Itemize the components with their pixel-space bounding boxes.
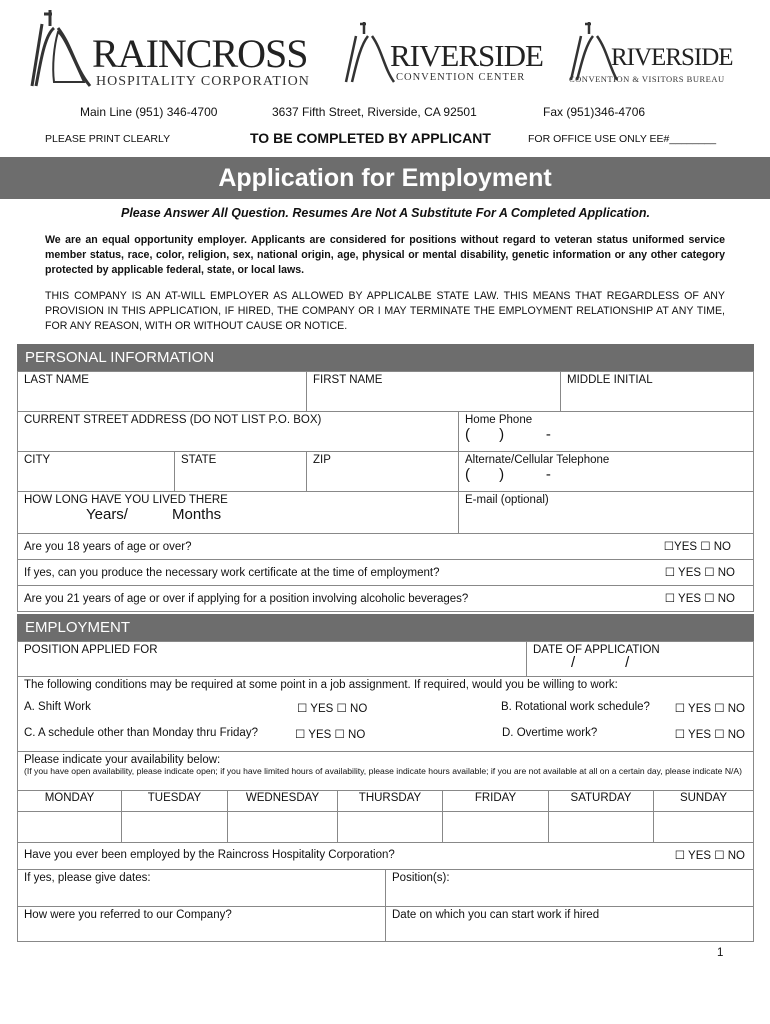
fax: Fax (951)346-4706 [543, 105, 646, 119]
first-name-field[interactable] [306, 371, 561, 412]
position-applied-label: POSITION APPLIED FOR [24, 644, 158, 656]
conditions-row [17, 676, 754, 696]
at-will-statement: THIS COMPANY IS AN AT-WILL EMPLOYER AS ALLOWED BY APPLICALBE STATE LAW. THIS MEANS THAT REGARDLESS OF ANY PROVISION IN THIS APPLICATION, IF HIRED, THE COMPANY OR I MAY TERMINATE THE EMPLOYMENT RELATIONSHIP AT ANY TIME, FOR ANY REASON, WITH OR WITHOUT CAUSE OR NOTICE. [45, 290, 725, 332]
referral-label: How were you referred to our Company? [24, 909, 232, 921]
rotational-checkboxes[interactable]: ☐ YES ☐ NO [674, 703, 745, 715]
print-clearly: PLEASE PRINT CLEARLY [45, 133, 171, 145]
residence-duration-label: HOW LONG HAVE YOU LIVED THERE [24, 494, 228, 506]
main-line: Main Line (951) 346-4700 [80, 105, 218, 119]
street-address-field[interactable] [17, 411, 459, 452]
alt-phone-label: Alternate/Cellular Telephone [465, 454, 610, 466]
riverside-cvb-logo-name: RIVERSIDE [611, 44, 733, 71]
riverside-cc-logo [338, 22, 543, 86]
age-21-question: Are you 21 years of age or over if applying for a position involving alcoholic beverages? [24, 593, 469, 605]
day-header: MONDAY [18, 790, 121, 812]
age-18-row [17, 533, 754, 560]
applicant-note: TO BE COMPLETED BY APPLICANT [250, 130, 491, 146]
last-name-field[interactable] [17, 371, 307, 412]
date-mask: / / [571, 654, 630, 671]
day-column[interactable] [654, 790, 753, 842]
shift-work-checkboxes[interactable]: ☐ YES ☐ NO [297, 703, 368, 715]
page-number: 1 [717, 947, 724, 959]
work-certificate-question: If yes, can you produce the necessary work certificate at the time of employment? [24, 567, 440, 579]
date-of-application-label: DATE OF APPLICATION [533, 644, 660, 656]
day-column[interactable] [338, 790, 443, 842]
employment-dates-field[interactable] [17, 869, 386, 907]
availability-label: Please indicate your availability below: [24, 754, 221, 766]
alt-phone-field[interactable] [458, 451, 754, 492]
state-field[interactable] [174, 451, 307, 492]
riverside-cc-logo-name: RIVERSIDE [390, 38, 543, 73]
email-field[interactable] [458, 491, 754, 534]
last-name-label: LAST NAME [24, 374, 89, 386]
state-label: STATE [181, 454, 217, 466]
day-column[interactable] [18, 790, 122, 842]
day-header: WEDNESDAY [228, 790, 337, 812]
age-18-checkboxes[interactable]: ☐YES ☐ NO [663, 541, 731, 553]
employment-dates-label: If yes, please give dates: [24, 872, 151, 884]
city-field[interactable] [17, 451, 175, 492]
email-label: E-mail (optional) [465, 494, 549, 506]
day-header: THURSDAY [338, 790, 442, 812]
availability-row [17, 751, 754, 791]
subtitle: Please Answer All Question. Resumes Are Not A Substitute For A Completed Application. [120, 206, 651, 220]
street-address-label: CURRENT STREET ADDRESS (DO NOT LIST P.O. BOX) [24, 414, 322, 426]
start-date-field[interactable] [385, 906, 754, 942]
home-phone-mask: ( ) - [465, 426, 551, 443]
riverside-cc-logo-sub: CONVENTION CENTER [396, 72, 526, 83]
overtime-checkboxes[interactable]: ☐ YES ☐ NO [674, 729, 745, 741]
home-phone-label: Home Phone [465, 414, 533, 426]
employment-section-header: EMPLOYMENT [17, 614, 754, 642]
age-21-checkboxes[interactable]: ☐ YES ☐ NO [664, 593, 735, 605]
day-column[interactable] [228, 790, 338, 842]
alt-phone-mask: ( ) - [465, 466, 551, 483]
years-label: Years/ [86, 506, 128, 523]
raincross-logo-sub: HOSPITALITY CORPORATION [96, 74, 310, 89]
age-18-question: Are you 18 years of age or over? [24, 541, 192, 553]
day-header: SUNDAY [654, 790, 753, 812]
raincross-logo [14, 6, 310, 96]
middle-initial-field[interactable] [560, 371, 754, 412]
positions-label: Position(s): [392, 872, 450, 884]
day-header: SATURDAY [549, 790, 653, 812]
age-21-row [17, 585, 754, 612]
conditions-text: The following conditions may be required at some point in a job assignment. If required, would you be willing to work: [24, 679, 618, 691]
day-column[interactable] [122, 790, 228, 842]
shift-work-label: A. Shift Work [24, 701, 91, 713]
work-certificate-checkboxes[interactable]: ☐ YES ☐ NO [664, 567, 735, 579]
day-header: FRIDAY [443, 790, 548, 812]
page-title: Application for Employment [0, 157, 770, 199]
referral-field[interactable] [17, 906, 386, 942]
prev-employed-row [17, 842, 754, 870]
overtime-label: D. Overtime work? [502, 727, 598, 739]
shift-row [17, 695, 754, 721]
raincross-logo-name: RAINCROSS [92, 31, 308, 76]
zip-field[interactable] [306, 451, 459, 492]
first-name-label: FIRST NAME [313, 374, 383, 386]
city-label: CITY [24, 454, 51, 466]
zip-label: ZIP [313, 454, 331, 466]
schedule-label: C. A schedule other than Monday thru Friday? [24, 727, 258, 739]
day-column[interactable] [549, 790, 654, 842]
day-header: TUESDAY [122, 790, 227, 812]
address: 3637 Fifth Street, Riverside, CA 92501 [272, 105, 477, 119]
months-label: Months [171, 506, 222, 523]
date-of-application-field[interactable] [526, 641, 754, 677]
riverside-cvb-logo [565, 22, 733, 86]
positions-field[interactable] [385, 869, 754, 907]
start-date-label: Date on which you can start work if hired [392, 909, 600, 921]
rotational-label: B. Rotational work schedule? [501, 701, 650, 713]
middle-initial-label: MIDDLE INITIAL [567, 374, 653, 386]
day-column[interactable] [443, 790, 549, 842]
position-applied-field[interactable] [17, 641, 527, 677]
riverside-cvb-logo-sub: CONVENTION & VISITORS BUREAU [569, 74, 725, 84]
office-use: FOR OFFICE USE ONLY EE#________ [528, 133, 717, 145]
work-certificate-row [17, 559, 754, 586]
home-phone-field[interactable] [458, 411, 754, 452]
schedule-row [17, 720, 754, 752]
availability-table [17, 790, 754, 843]
prev-employed-checkboxes[interactable]: ☐ YES ☐ NO [674, 850, 745, 862]
personal-section-header: PERSONAL INFORMATION [17, 344, 754, 372]
prev-employed-question: Have you ever been employed by the Raincross Hospitality Corporation? [24, 849, 395, 861]
schedule-checkboxes[interactable]: ☐ YES ☐ NO [295, 729, 366, 741]
eeo-statement: We are an equal opportunity employer. Applicants are considered for positions without regard to veteran status uniformed service member status, race, color, religion, sex, national origin, age, physical or mental disability, genetic information or any other category protected by applicable federal, state, or local laws. [45, 234, 725, 276]
availability-note: (If you have open availability, please indicate open; if you have limited hours of availability, please indicate hours available; if you are not available at all on a certain day, please indicate N/A) [24, 766, 743, 776]
residence-duration-field[interactable] [17, 491, 459, 534]
